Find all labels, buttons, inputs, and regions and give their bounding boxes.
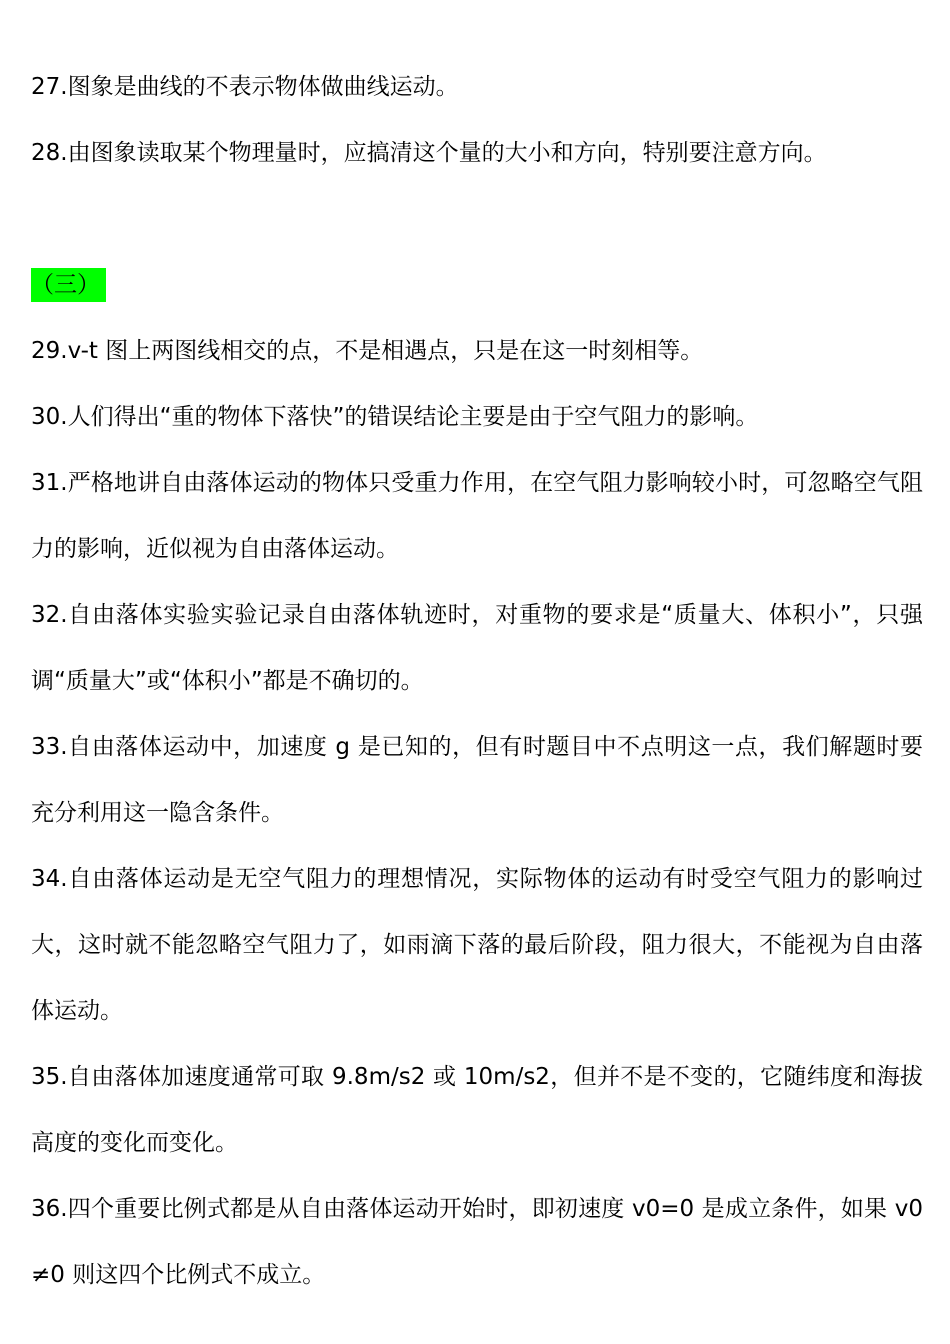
list-item-34: 34.自由落体运动是无空气阻力的理想情况，实际物体的运动有时受空气阻力的影响过大，这时就不能忽略空气阻力了，如雨滴下落的最后阶段，阻力很大，不能视为自由落体运动。 <box>31 866 923 1024</box>
list-item-32: 32.自由落体实验实验记录自由落体轨迹时，对重物的要求是“质量大、体积小”，只强调“质量大”或“体积小”都是不确切的。 <box>31 602 923 694</box>
list-item-28: 28.由图象读取某个物理量时，应搞清这个量的大小和方向，特别要注意方向。 <box>31 140 827 166</box>
list-item-33: 33.自由落体运动中，加速度 g 是已知的，但有时题目中不点明这一点，我们解题时要充分利用这一隐含条件。 <box>31 734 923 826</box>
list-item-30: 30.人们得出“重的物体下落快”的错误结论主要是由于空气阻力的影响。 <box>31 404 759 430</box>
section-label-highlighted: （三） <box>31 268 106 302</box>
list-item-31: 31.严格地讲自由落体运动的物体只受重力作用，在空气阻力影响较小时，可忽略空气阻力的影响，近似视为自由落体运动。 <box>31 470 923 562</box>
blank-line <box>31 186 923 252</box>
list-item-27: 27.图象是曲线的不表示物体做曲线运动。 <box>31 74 459 100</box>
list-item-35: 35.自由落体加速度通常可取 9.8m/s2 或 10m/s2，但并不是不变的，它随纬度和海拔高度的变化而变化。 <box>31 1064 923 1156</box>
section-heading <box>31 252 923 318</box>
list-item-36: 36.四个重要比例式都是从自由落体运动开始时，即初速度 v0=0 是成立条件，如果 v0≠0 则这四个比例式不成立。 <box>31 1196 923 1288</box>
list-item-29: 29.v-t 图上两图线相交的点，不是相遇点，只是在这一时刻相等。 <box>31 338 704 364</box>
document-page <box>31 54 923 1308</box>
